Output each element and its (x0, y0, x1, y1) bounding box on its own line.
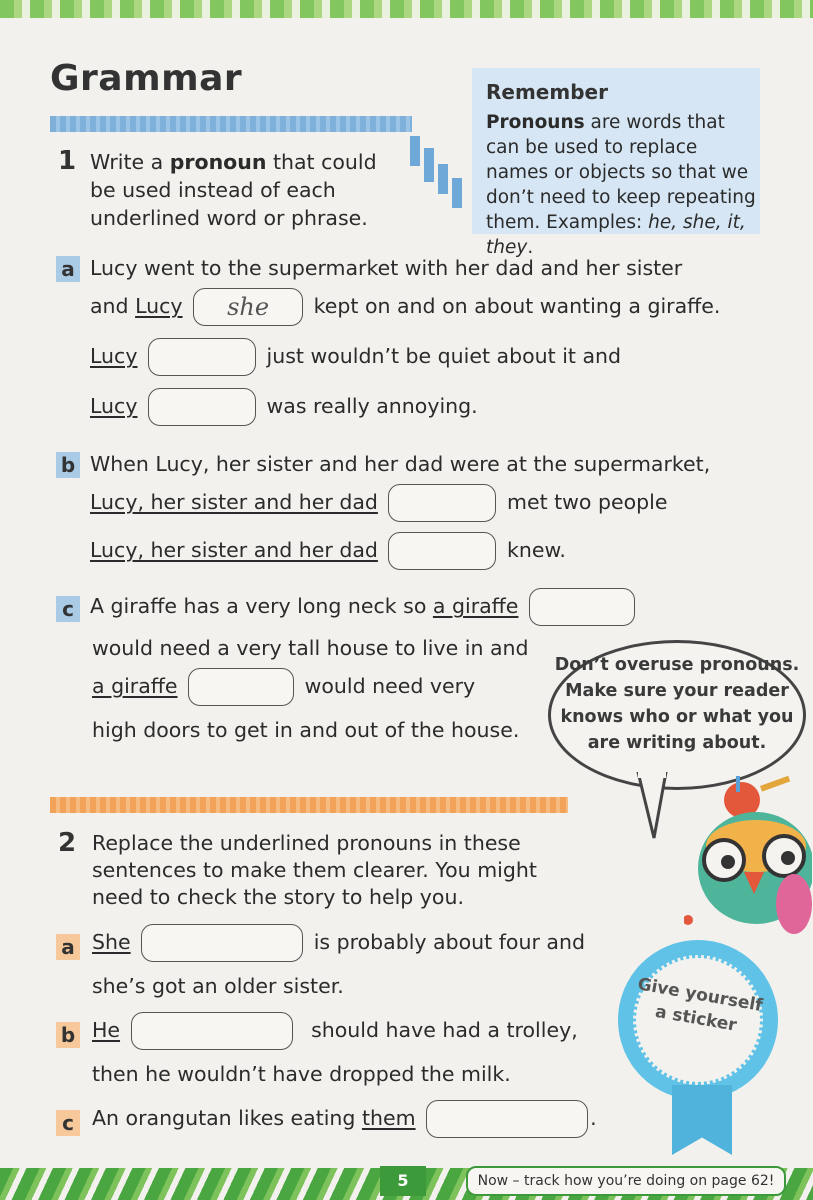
sticker-ribbon (672, 1085, 732, 1155)
q1a-answer-box-3[interactable] (148, 388, 256, 426)
q1a-handwritten-answer: she (227, 293, 270, 321)
q2a-answer-box[interactable] (141, 924, 303, 962)
tip-text: Don’t overuse pronouns. Make sure your reader knows who or what you are writing about. (554, 655, 800, 753)
section-divider-blue (50, 116, 412, 132)
q2c-underlined: them (361, 1106, 416, 1130)
q1c-answer-box-2[interactable] (188, 668, 294, 706)
q1a-line3 (90, 338, 621, 376)
q1a-line2 (90, 288, 720, 326)
q2b-line2: then he wouldn’t have dropped the milk. (92, 1062, 511, 1086)
bird-mascot-icon (684, 776, 812, 936)
q1b-l2-post: met two people (506, 490, 668, 514)
q1c-line2: would need a very tall house to live in and (92, 636, 529, 660)
q1c-l1-underlined: a giraffe (432, 594, 519, 618)
q2b-answer-box[interactable] (131, 1012, 293, 1050)
q1c-line1 (90, 588, 639, 626)
page-title: Grammar (50, 58, 243, 99)
q2b-letter: b (56, 1022, 80, 1048)
q2a-line2: she’s got an older sister. (92, 974, 344, 998)
q1a-answer-box-2[interactable] (148, 338, 256, 376)
q1c-answer-box-1[interactable] (529, 588, 635, 626)
q1b-line3 (90, 532, 566, 570)
q1-text-pre: Write a (90, 150, 170, 174)
q2c-answer-box[interactable] (426, 1100, 588, 1138)
q2c-end: . (590, 1106, 597, 1130)
remember-heading: Remember (486, 80, 608, 104)
remember-end: . (527, 237, 534, 258)
q1a-l4-underlined: Lucy (90, 394, 138, 418)
question-1-text (90, 148, 390, 232)
q2b-post: should have had a trolley, (311, 1018, 578, 1042)
q2c-pre: An orangutan likes eating (92, 1106, 362, 1130)
q1a-letter: a (56, 256, 80, 282)
q2a-post: is probably about four and (313, 930, 585, 954)
remember-text: are words that can be used to replace names or objects so that we don’t need to keep repeating them. Examples: (486, 112, 756, 233)
q1c-line3 (92, 668, 475, 706)
q1b-answer-box-1[interactable] (388, 484, 496, 522)
section-divider-orange (50, 797, 568, 813)
q1c-l1-pre: A giraffe has a very long neck so (90, 594, 433, 618)
q1-text-post: that could be used instead of each underlined word or phrase. (90, 150, 377, 230)
q2b-underlined: He (92, 1018, 121, 1042)
q1a-l2-pre: and (90, 294, 136, 318)
q1a-l2-underlined: Lucy (135, 294, 183, 318)
q2a-line1 (92, 924, 585, 962)
q1a-l3-post: just wouldn’t be quiet about it and (266, 344, 622, 368)
page-number: 5 (380, 1166, 426, 1196)
q2b-line1 (92, 1012, 578, 1050)
q2c-letter: c (56, 1110, 80, 1136)
q1b-l2-underlined: Lucy, her sister and her dad (90, 490, 378, 514)
remember-body (486, 110, 756, 260)
top-decorative-strip (0, 0, 813, 18)
q2a-letter: a (56, 934, 80, 960)
sticker-text: Give yourself a sticker (636, 974, 765, 1036)
track-progress-note: Now – track how you’re doing on page 62! (466, 1166, 786, 1196)
remember-examples: he, she, it, they (486, 212, 746, 258)
question-2-number: 2 (58, 828, 77, 858)
q1a-l2-post: kept on and on about wanting a giraffe. (313, 294, 721, 318)
q1a-answer-box-1[interactable] (193, 288, 303, 326)
q1b-answer-box-2[interactable] (388, 532, 496, 570)
q1b-l3-post: knew. (506, 538, 566, 562)
q1b-l3-underlined: Lucy, her sister and her dad (90, 538, 378, 562)
q1b-line1: When Lucy, her sister and her dad were at the supermarket, (90, 452, 711, 476)
q1c-letter: c (56, 596, 80, 622)
remember-box (472, 68, 760, 258)
speech-bubble-tail (632, 772, 692, 842)
question-2-text: Replace the underlined pronouns in these sentences to make them clearer. You might need to check the story to help you. (92, 831, 537, 909)
q1-text-bold: pronoun (169, 150, 267, 174)
remember-term: Pronouns (486, 112, 585, 133)
q1a-line4 (90, 388, 478, 426)
q1a-line1: Lucy went to the supermarket with her dad and her sister (90, 256, 683, 280)
q2a-underlined: She (92, 930, 131, 954)
q1c-line4: high doors to get in and out of the house. (92, 718, 520, 742)
q1a-l4-post: was really annoying. (266, 394, 478, 418)
q1a-l3-underlined: Lucy (90, 344, 138, 368)
question-1-number: 1 (58, 146, 77, 176)
q1b-letter: b (56, 452, 80, 478)
q1b-line2 (90, 484, 667, 522)
q2c-line1 (92, 1100, 597, 1138)
q1c-l3-post: would need very (304, 674, 476, 698)
q1c-l3-underlined: a giraffe (92, 674, 178, 698)
